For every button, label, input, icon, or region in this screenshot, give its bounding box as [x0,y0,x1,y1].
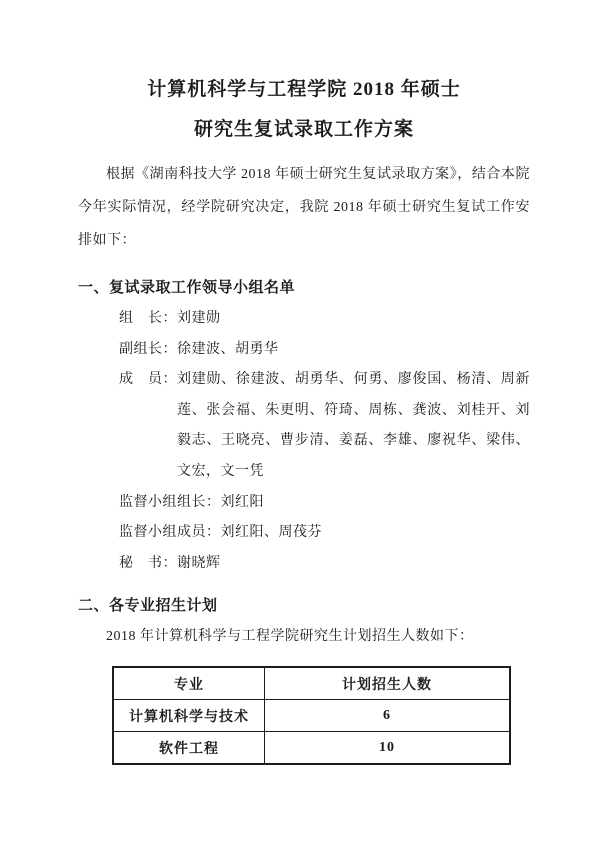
table-row [113,700,510,732]
roster-label: 组 长： [119,311,177,326]
roster-label: 监督小组成员： [119,525,221,541]
intro-paragraph: 根据《湖南科技大学 2018 年硕士研究生复试录取方案》，结合本院今年实际情况，经学院研究决定，我院 2018 年硕士研究生复试工作安排如下： [78,167,530,248]
roster-row-leader [119,304,530,335]
roster-label: 副组长： [119,341,177,357]
roster-row-deputy-leader [119,335,530,366]
document-title-line1: 计算机科学与工程学院 2018 年硕士 [147,79,461,100]
table-row [113,732,510,765]
roster-value: 谢晓辉 [177,555,221,571]
roster-value: 刘建勋、徐建波、胡勇华、何勇、廖俊国、杨清、周新莲、张会福、朱更明、符琦、周栋、龚波、刘桂开、刘毅志、王晓亮、曹步清、姜磊、李雄、廖祝华、梁伟、文宏，文一凭 [177,372,530,479]
table-cell-quota: 10 [265,732,511,765]
roster-label: 监督小组组长： [119,494,221,510]
table-header-row [113,667,510,700]
section2-heading: 二、各专业招生计划 [78,597,218,615]
roster-value: 刘红阳 [220,494,264,510]
table-cell-major: 计算机科学与技术 [113,700,265,732]
roster-label: 成 员： [119,372,177,388]
roster-row-members [119,365,530,487]
table-cell-major: 软件工程 [113,732,265,765]
table-header-major: 专业 [113,667,265,700]
document-title-line2: 研究生复试录取工作方案 [193,119,414,140]
roster-row-secretary [119,549,530,580]
document-content [78,70,530,765]
table-header-quota: 计划招生人数 [265,667,511,700]
roster-row-supervision-leader [119,488,530,519]
leadership-roster [119,304,530,579]
table-cell-quota: 6 [265,700,511,732]
roster-value: 徐建波、胡勇华 [177,341,279,357]
roster-value: 刘建勋 [177,311,221,326]
admission-plan-table [112,666,511,765]
roster-value: 刘红阳、周茷芬 [220,525,322,541]
section2-intro: 2018 年计算机科学与工程学院研究生计划招生人数如下： [106,629,474,645]
document-title [78,70,530,150]
roster-row-supervision-members [119,518,530,549]
section1-heading: 一、复试录取工作领导小组名单 [78,279,296,296]
roster-label: 秘 书： [119,555,177,571]
